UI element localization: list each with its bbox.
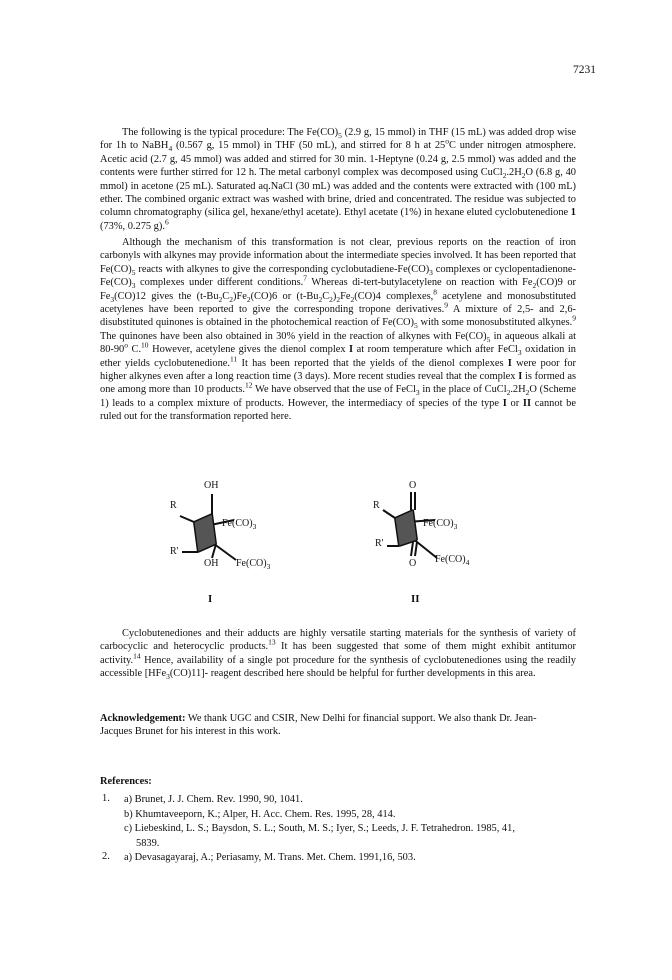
r-label: R [373,500,380,511]
ack-heading: Acknowledgement: [100,713,186,724]
oh-top-label: OH [204,480,219,491]
fe-upper-label: $Fe(CO)_3$ [222,518,257,531]
ack-line1: We thank UGC and CSIR, New Delhi for financial support. We also thank Dr. Jean- [185,713,537,724]
page-number: 7231 [573,64,596,76]
reference-entry: b) Khumtaveeporn, K.; Alper, H. Acc. Chem. Res. 1995, 28, 414. [124,808,396,820]
references-heading: References: [100,776,152,787]
mechanism-paragraph [100,236,576,424]
procedure-paragraph [100,126,576,233]
reference-number: 1. [102,793,110,804]
fe-upper-label: $Fe(CO)_3$ [423,518,458,531]
fe-lower-label: $Fe(CO)_4$ [435,554,470,567]
fe-lower-label: $Fe(CO)_3$ [236,558,271,571]
reference-entry: 5839. [136,837,160,849]
reference-entry: a) Brunet, J. J. Chem. Rev. 1990, 90, 1041. [124,794,303,805]
reference-entry: a) Devasagayaraj, A.; Periasamy, M. Trans. Met. Chem. 1991,16, 503. [124,852,416,863]
structure-i [160,478,310,608]
structure-i-label: I [208,593,213,605]
r-prime-label: R' [375,538,384,549]
o-bottom-label: O [409,558,417,569]
oh-bottom-label: OH [204,558,219,569]
structure-ii-label: II [411,593,420,605]
r-prime-label: R' [170,546,179,557]
reference-number: 2. [102,851,110,862]
p2-text: Although the mechanism of this transformation is not clear, previous reports on the reaction of iron carbonyls with alkynes may provide information about the intermediate species involved. It has been reported that $Fe(CO)_5$ reacts with alkynes to give the corresponding cyclobutadiene-$Fe(CO)_3$ complexes or cyclopentadienone-$Fe(CO)_3$ complexes under different conditions.$^7$ Whereas di-tert-butylacetylene on reaction with $Fe_2(CO)9$ or $Fe_3(CO)12$ gives the $(t-Bu_2C_2)Fe_2(CO)6$ or $(t-Bu_2C_2)_2Fe_2(CO)4$ complexes,$^8$ acetylene and monosubstituted acetylenes have been reported to give the corresponding tropone derivatives.$^9$ A mixture of 2,5- and 2,6- disubstituted quinones is obtained in the photochemical reaction of $Fe(CO)_5$ with some monosubstituted alkynes.$^9$ The quinones have been also obtained in 30% yield in the reaction of alkynes with $Fe(CO)_5$ in aqueous alkali at 80-90$^o$ C.$^{10}$ However, acetylene gives the dienol complex I at room temperature which after FeCl$_3$ oxidation in ether yields cyclobutenedione.$^{11}$ It has been reported that the yields of the dienol complexes I were poor for higher alkynes even after a long reaction time (3 days). More recent studies reveal that the complex I is formed as one among more than 10 products.$^{12}$ We have observed that the use of FeCl$_3$ in the place of $CuCl_2.2H_2O$ (Scheme 1) leads to a complex mixture of products. However, the intermediacy of species of the type I or II cannot be ruled out for the transformation reported here. [100,237,577,423]
structure-ii [365,478,515,608]
applications-paragraph [100,627,576,681]
reference-entry: c) Liebeskind, L. S.; Baysdon, S. L.; South, M. S.; Iyer, S.; Leeds, J. F. Tetrahedron. 1985, 41, [124,823,515,834]
ack-line2: Jacques Brunet for his interest in this work. [100,726,281,738]
o-top-label: O [409,480,417,491]
structure-i-bonds [160,478,310,588]
p3-text: Cyclobutenediones and their adducts are highly versatile starting materials for the synthesis of variety of carbocyclic and heterocyclic products.$^{13}$ It has been suggested that some of them might exhibit antitumor activity.$^{14}$ Hence, availability of a single pot procedure for the synthesis of cyclobutenediones using the readily accessible [HFe$_3$(CO)11]- reagent described here should be helpful for further developments in this area. [100,628,576,682]
structure-ii-bonds [365,478,515,588]
p1-line: The following is the typical procedure: The $Fe(CO)_5$ (2.9 g, 15 mmol) in THF (15 mL) was added drop wise for 1h to NaBH$_4$ (0.567 g, 15 mmol) in THF (50 mL), and stirred for 8 h at 25$^o$C under nitrogen atmosphere. Acetic acid (2.7 g, 45 mmol) was added and stirred for 30 min. 1-Heptyne (0.24 g, 2.5 mmol) was added and the contents were further stirred for 12 h. The metal carbonyl complex was decomposed using $CuCl_2.2H_2O$ (6.8 g, 40 mmol) in acetone (25 mL). Saturated aq.NaCl (30 mL) was added and the contents were extracted with (100 mL) ether. The combined organic extract was washed with brine, dried and concentrated. The residue was subjected to column chromatography (silica gel, hexane/ethyl acetate). Ethyl acetate (1%) in hexane eluted cyclobutenedione 1 (73%, 0.275 g).$^6$ [100,127,577,232]
r-label: R [170,500,177,511]
acknowledgement [100,712,576,739]
